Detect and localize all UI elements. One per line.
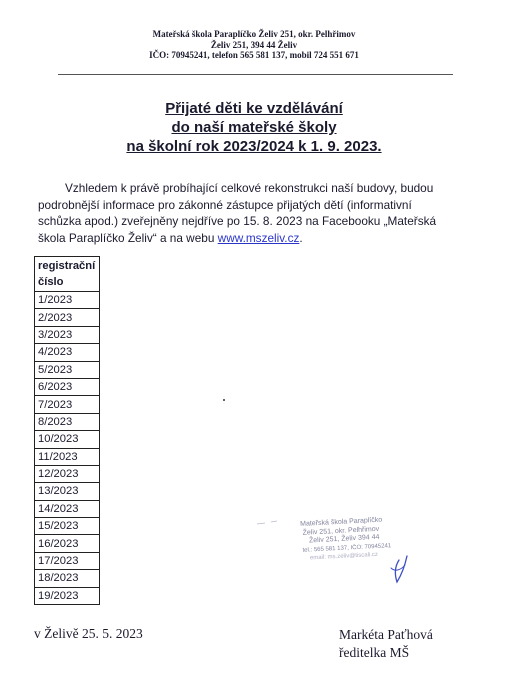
stamp-line-3: Želiv 251, Želiv 394 44 bbox=[308, 533, 380, 545]
registration-number-cell: 10/2023 bbox=[35, 431, 100, 448]
table-row bbox=[35, 344, 100, 361]
letterhead-address: Želiv 251, 394 44 Želiv bbox=[210, 39, 298, 50]
letterhead bbox=[0, 29, 508, 61]
signer-title: ředitelka MŠ bbox=[339, 645, 410, 660]
stamp-line-4: tel.: 565 581 137, IČO: 70945241 bbox=[302, 542, 392, 554]
document-title bbox=[0, 99, 508, 156]
table-row bbox=[35, 483, 100, 500]
registration-number-cell: 7/2023 bbox=[35, 396, 100, 413]
place-and-date: v Želivě 25. 5. 2023 bbox=[34, 626, 143, 641]
table-row bbox=[35, 552, 100, 569]
registration-number-cell: 19/2023 bbox=[35, 587, 100, 604]
table-row bbox=[35, 587, 100, 604]
table-row bbox=[35, 413, 100, 430]
title-line-1: Přijaté děti ke vzdělávání bbox=[165, 100, 343, 117]
registration-number-cell: 16/2023 bbox=[35, 535, 100, 552]
info-paragraph-text: Vzhledem k právě probíhající celkové rekonstrukci naší budovy, budou podrobnější informace pro zákonné zástupce přijatých dětí (informativní schůzka apod.) zveřejněny nejdříve po 15. 8. 2023 na Facebooku „Mateřská škola Paraplíčko Želiv“ a na webu bbox=[38, 181, 437, 245]
letterhead-contact: IČO: 70945241, telefon 565 581 137, mobil 724 551 671 bbox=[149, 50, 359, 60]
table-row bbox=[35, 465, 100, 482]
handwritten-signature bbox=[255, 510, 435, 590]
website-link[interactable]: www.mszeliv.cz bbox=[217, 230, 300, 245]
registration-number-cell: 13/2023 bbox=[35, 483, 100, 500]
title-line-2: do naší mateřské školy bbox=[171, 119, 337, 136]
table-row bbox=[35, 431, 100, 448]
table-row bbox=[35, 378, 100, 395]
table-row bbox=[35, 361, 100, 378]
registration-number-cell: 18/2023 bbox=[35, 570, 100, 587]
registration-table bbox=[34, 256, 100, 605]
letterhead-school-name: Mateřská škola Paraplíčko Želiv 251, okr. Pelhřimov bbox=[152, 29, 356, 39]
table-row bbox=[35, 518, 100, 535]
registration-number-cell: 11/2023 bbox=[35, 448, 100, 465]
table-header-cell bbox=[35, 257, 100, 292]
table-row bbox=[35, 309, 100, 326]
registration-number-cell: 8/2023 bbox=[35, 413, 100, 430]
registration-number-cell: 12/2023 bbox=[35, 465, 100, 482]
stamp-line-5: email: ms.zeliv@tiscali.cz bbox=[309, 552, 379, 562]
registration-number-cell: 15/2023 bbox=[35, 518, 100, 535]
signer-name: Markéta Paťhová bbox=[339, 627, 433, 642]
table-row bbox=[35, 396, 100, 413]
table-row bbox=[35, 448, 100, 465]
registration-number-cell: 6/2023 bbox=[35, 378, 100, 395]
registration-number-cell: 3/2023 bbox=[35, 326, 100, 343]
letterhead-divider bbox=[58, 74, 453, 75]
stamp-line-1: Mateřská škola Paraplíčko bbox=[299, 516, 383, 528]
table-row bbox=[35, 326, 100, 343]
signature-block bbox=[339, 626, 433, 662]
registration-number-cell: 1/2023 bbox=[35, 292, 100, 309]
info-paragraph-end: . bbox=[299, 230, 303, 245]
table-row bbox=[35, 570, 100, 587]
table-row bbox=[35, 500, 100, 517]
header-line-2: číslo bbox=[38, 276, 64, 288]
registration-number-cell: 4/2023 bbox=[35, 344, 100, 361]
registration-number-cell: 2/2023 bbox=[35, 309, 100, 326]
header-line-1: registrační bbox=[38, 260, 96, 272]
registration-number-cell: 17/2023 bbox=[35, 552, 100, 569]
registration-number-cell: 5/2023 bbox=[35, 361, 100, 378]
table-row bbox=[35, 292, 100, 309]
scan-speck bbox=[223, 399, 225, 401]
info-paragraph bbox=[38, 180, 438, 246]
registration-number-cell: 14/2023 bbox=[35, 500, 100, 517]
stamp-line-2: Želiv 251, okr. Pelhřimov bbox=[302, 525, 380, 537]
table-row bbox=[35, 535, 100, 552]
table-header-row bbox=[35, 257, 100, 292]
title-line-3: na školní rok 2023/2024 k 1. 9. 2023. bbox=[126, 138, 382, 155]
